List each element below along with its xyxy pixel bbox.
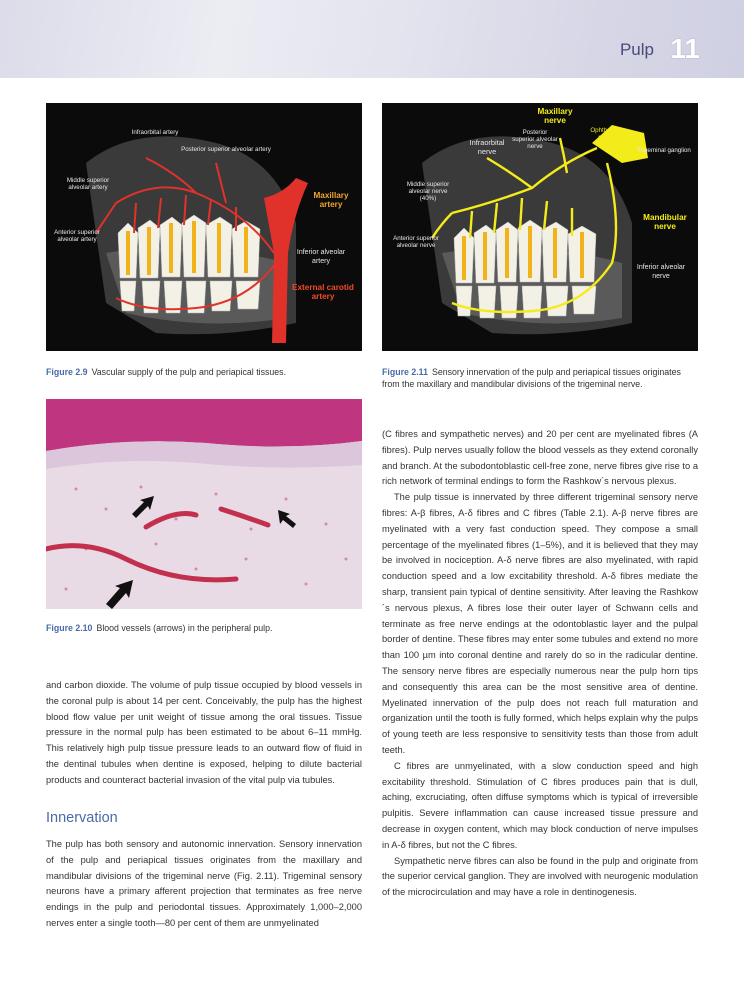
right-paragraph-1: (C fibres and sympathetic nerves) and 20 per cent are myelinated fibres (A fibres). Pulp nerves usually follow the blood vessels as they extend coronally and branch. At the subodontoblastic cell-free zone, nerve fibres give rise to a rich network of terminal endings to form the Rashkow´s nervous plexus. — [382, 429, 698, 487]
figure-2-10-caption-text: Blood vessels (arrows) in the peripheral pulp. — [96, 623, 273, 633]
figure-2-10-image — [46, 399, 362, 609]
left-column-text-upper — [46, 678, 362, 789]
page-number: 11 — [670, 33, 700, 64]
label-infraorbital-nerve: Infraorbital nerve — [469, 138, 505, 156]
left-column-text-lower — [46, 837, 362, 932]
figure-2-9-image — [46, 103, 362, 351]
vascular-illustration — [46, 103, 362, 351]
label-inferior-alveolar-artery: Inferior alveolar artery — [296, 249, 346, 265]
figure-2-11-caption-text: Sensory innervation of the pulp and periapical tissues originates from the maxillary and mandibular divisions of the trigeminal nerve. — [382, 367, 681, 389]
figure-2-9-number: Figure 2.9 — [46, 367, 88, 377]
label-maxillary-nerve: Maxillary nerve — [537, 107, 573, 125]
right-paragraph-2: The pulp tissue is innervated by three different trigeminal sensory nerve fibres: A-β fibres, A-δ fibres and C fibres (Table 2.1). A-β nerve fibres are myelinated with a very fast conduction speed. They compose a small percentage of the myelinated fibres (1–5%), and it is believed that they may be involved in nociception. A-δ nerve fibres are also myelinated, with rapid conduction speed and a low excitability threshold. A-δ fibres mediate the sharp, transient pain typical of dentine sensitivity. After leaving the Rashkow´s nervous plexus, A fibres lose their outer layer of Schwann cells and terminate as free nerve endings at the odontoblastic layer and the pulpal border of dentine. These fibres may enter some tubules and extend no more than 100 µm into coronal dentine and rarely do so in the radicular dentine. The sensory nerve fibres are especially numerous near the pulp horn tips and consequently this area can be the most sensitive area of dentine. Myelinated innervation of the pulp does not reach full maturation and organization until the tooth is fully formed, which helps explain why the pulps of young teeth are less responsive to sensitivity tests than those from adult teeth. — [382, 492, 698, 755]
label-external-carotid-artery: External carotid artery — [292, 283, 354, 301]
label-middle-superior-alveolar-artery: Middle superior alveolar artery — [66, 177, 110, 191]
label-middle-superior-alveolar-nerve: Middle superior alveolar nerve (40%) — [406, 181, 450, 202]
right-column-text — [382, 427, 698, 901]
right-paragraph-3: C fibres are unmyelinated, with a slow conduction speed and high excitability threshold. Stimulation of C fibres produces pain that is dull, aching, excruciating, often diffuse symptoms which is typical of irreversible pulpitis. Severe inflammation can cause increased tissue pressure and decrease in oxygen content, which may block conduction of nerve impulses in A-δ fibres, but not the C fibres. — [382, 760, 698, 850]
label-posterior-superior-alveolar-nerve: Posterior superior alveolar nerve — [512, 129, 558, 150]
label-trigeminal-ganglion: Trigeminal ganglion — [637, 147, 691, 154]
figure-2-9-caption — [46, 366, 362, 378]
label-anterior-superior-alveolar-artery: Anterior superior alveolar artery — [54, 229, 100, 243]
label-posterior-superior-alveolar-artery: Posterior superior alveolar artery — [181, 146, 271, 153]
page-header-band — [0, 0, 744, 78]
left-paragraph-1: and carbon dioxide. The volume of pulp tissue occupied by blood vessels in the coronal pulp is about 14 per cent. Conceivably, the pulp has the highest blood flow value per unit weight of tissue among the oral tissues. Tissue pressure in the normal pulp has been estimated to be about 6–11 mmHg. This relatively high pulp tissue pressure leads to an outward flow of fluid in the dentinal tubules when dentine is exposed, helping to dilute bacterial products and counteract bacterial invasion of the vital pulp via tubules. — [46, 680, 362, 785]
figure-2-10-number: Figure 2.10 — [46, 623, 93, 633]
label-mandibular-nerve: Mandibular nerve — [643, 213, 687, 231]
figure-2-11-number: Figure 2.11 — [382, 367, 428, 377]
histology-micrograph — [46, 399, 362, 609]
label-anterior-superior-alveolar-nerve: Anterior superior alveolar nerve — [393, 235, 439, 249]
label-ophthalmic-nerve: Ophthalmic nerve — [590, 127, 622, 141]
right-paragraph-4: Sympathetic nerve fibres can also be found in the pulp and originate from the superior cervical ganglion. They are involved with neurogenic modulation of the microcirculation and may have a role in dentinogenesis. — [382, 855, 698, 898]
figure-2-11-caption — [382, 366, 698, 390]
running-head-chapter: Pulp — [619, 40, 654, 59]
figure-2-11-image — [382, 103, 698, 351]
figure-2-10-caption — [46, 622, 362, 634]
left-paragraph-2: The pulp has both sensory and autonomic innervation. Sensory innervation of the pulp and periapical tissues originates from the maxillary and mandibular divisions of the trigeminal nerve (Fig. 2.11). Trigeminal sensory neurons have a primary afferent projection that terminates as free nerve endings in the pulp and periodontal tissues. Approximately 1,000–2,000 nerves enter a single tooth—80 per cent of them are unmyelinated — [46, 839, 362, 928]
figure-2-9-caption-text: Vascular supply of the pulp and periapical tissues. — [91, 367, 287, 377]
label-maxillary-artery: Maxillary artery — [313, 191, 349, 209]
section-heading-innervation: Innervation — [46, 810, 118, 826]
label-infraorbital-artery: Infraorbital artery — [131, 129, 179, 136]
label-inferior-alveolar-nerve: Inferior alveolar nerve — [636, 264, 686, 280]
